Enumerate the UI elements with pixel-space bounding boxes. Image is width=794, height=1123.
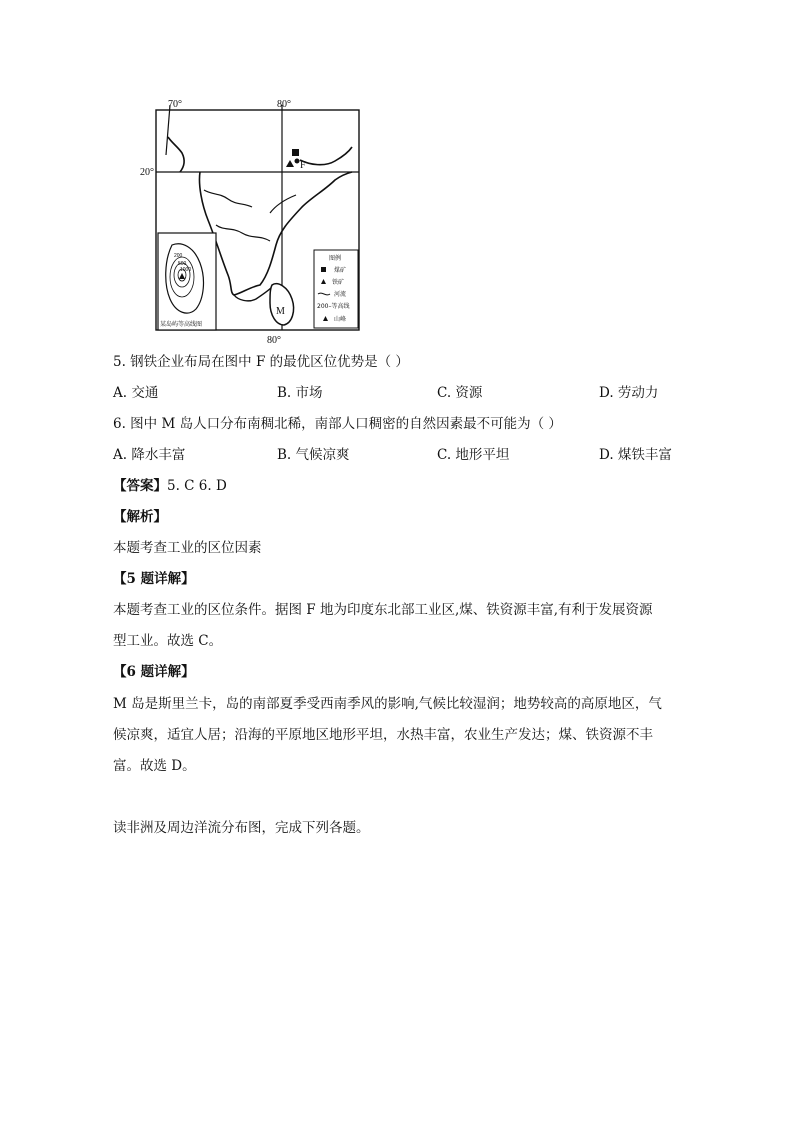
detail-6-line-1: M 岛是斯里兰卡，岛的南部夏季受西南季风的影响,气候比较湿润；地势较高的高原地区，气 [113,696,662,712]
point-m-label: M [276,306,285,317]
q6-option-c: C. 地形平坦 [437,447,510,463]
detail-5-line-1: 本题考查工业的区位条件。据图 F 地为印度东北部工业区,煤、铁资源丰富,有利于发展资源 [113,602,653,618]
inset-contour-label-1000: 1000 [180,267,192,273]
legend-river-label: 河流 [334,291,347,298]
answer-label: 【答案】 [113,478,167,494]
inset-contour-label-200: 200 [174,253,183,259]
inset-contour-label-500: 500 [178,261,187,267]
legend-iron-label: 铁矿 [332,279,345,286]
legend-coal-label: 煤矿 [334,267,347,274]
india-map-figure [120,95,370,345]
detail-6-label: 【6 题详解】 [113,664,195,680]
next-section-intro: 读非洲及周边洋流分布图，完成下列各题。 [113,820,370,836]
q5-option-d: D. 劳动力 [599,385,659,401]
lon-80-top-label: 80° [277,99,291,110]
point-f-marker [295,159,300,164]
answer-line [113,476,227,496]
inset-caption: 某岛屿等高线图 [160,321,203,328]
lon-80-bottom-label: 80° [267,335,281,345]
question-6-stem: 6. 图中 M 岛人口分布南稠北稀，南部人口稠密的自然因素最不可能为（ ） [113,416,562,432]
question-5-stem: 5. 钢铁企业布局在图中 F 的最优区位优势是（ ） [113,354,409,370]
q5-option-b: B. 市场 [277,385,323,401]
legend-title: 图例 [329,255,342,262]
legend-peak-label: 山峰 [334,316,347,323]
q6-option-d: D. 煤铁丰富 [599,447,672,463]
coal-mine-symbol [292,149,299,156]
analysis-text: 本题考查工业的区位因素 [113,540,262,556]
answer-text: 5. C 6. D [167,478,227,494]
inset-frame [158,233,216,330]
lat-20-label: 20° [140,167,154,178]
detail-5-line-2: 型工业。故选 C。 [113,633,223,649]
detail-5-label: 【5 题详解】 [113,571,195,587]
detail-6-line-2: 候凉爽，适宜人居；沿海的平原地区地形平坦，水热丰富，农业生产发达；煤、铁资源不丰 [113,727,653,743]
q5-option-a: A. 交通 [113,385,159,401]
detail-6-line-3: 富。故选 D。 [113,758,196,774]
legend-contour-label: 200–等高线 [317,303,350,310]
legend-coal-symbol [321,267,326,272]
q6-option-b: B. 气候凉爽 [277,447,350,463]
point-f-label: F [300,160,306,171]
lon-70-label: 70° [168,99,182,110]
q5-option-c: C. 资源 [437,385,483,401]
q6-option-a: A. 降水丰富 [113,447,186,463]
analysis-label: 【解析】 [113,509,167,525]
